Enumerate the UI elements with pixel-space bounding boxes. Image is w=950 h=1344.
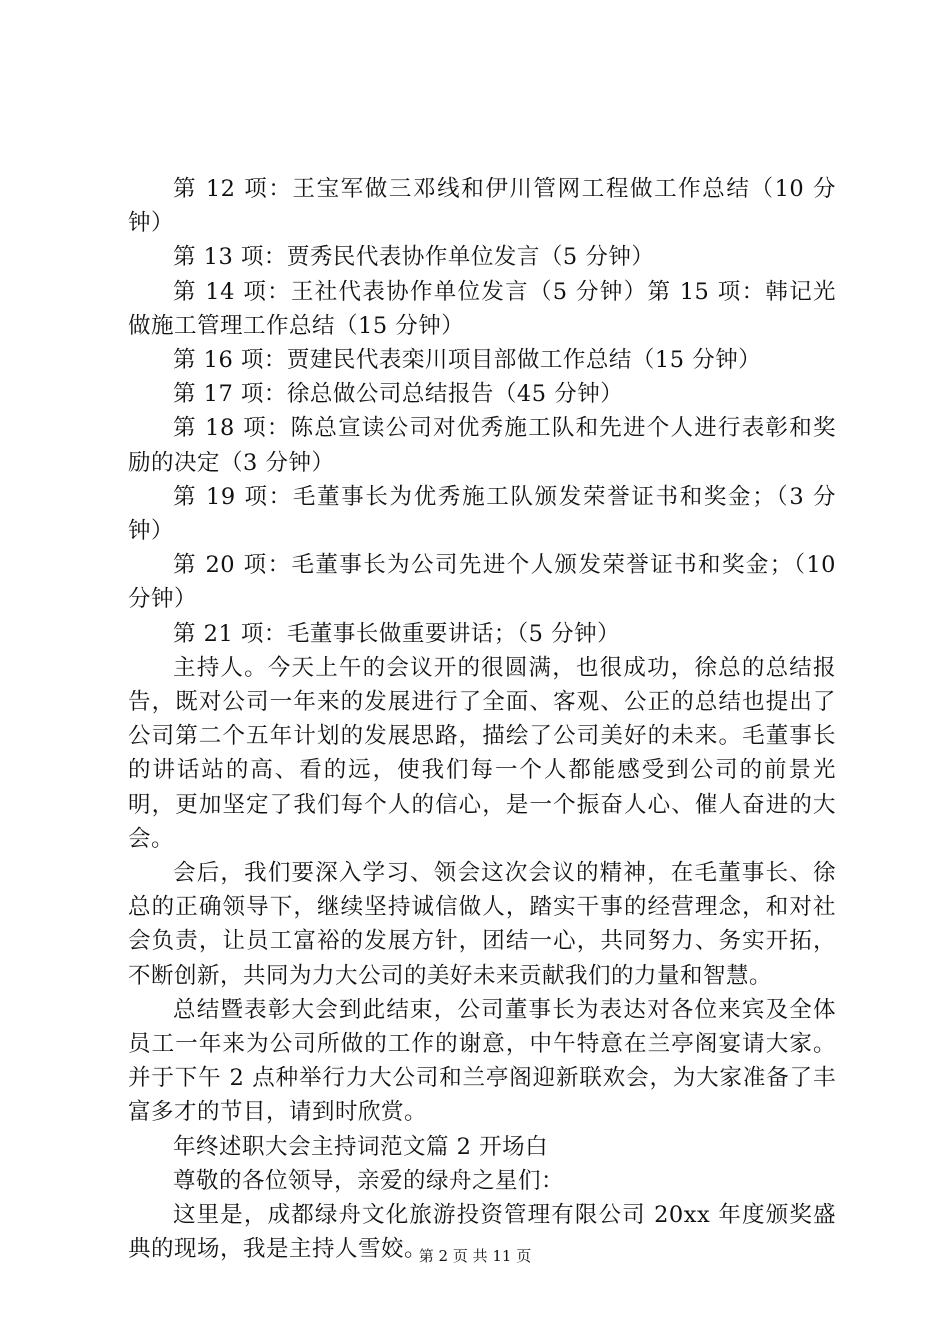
paragraph-item-21: 第 21 项：毛董事长做重要讲话；（5 分钟）	[173, 620, 621, 647]
document-body	[128, 172, 836, 1267]
paragraph-item-19: 第 19 项：毛董事长为优秀施工队颁发荣誉证书和奖金；（3 分钟）	[128, 483, 836, 545]
paragraph-item-20: 第 20 项：毛董事长为公司先进个人颁发荣誉证书和奖金；（10 分钟）	[128, 552, 836, 613]
paragraph-item-18: 第 18 项：陈总宣读公司对优秀施工队和先进个人进行表彰和奖励的决定（3 分钟）	[128, 415, 836, 476]
paragraph-item-14-15: 第 14 项：王社代表协作单位发言（5 分钟）第 15 项：韩记光做施工管理工作总结（15 分钟）	[128, 278, 836, 339]
paragraph-closing: 总结暨表彰大会到此结束，公司董事长为表达对各位来宾及全体员工一年来为公司所做的工作的谢意，中午特意在兰亭阁宴请大家。并于下午 2 点种举行力大公司和兰亭阁迎新联欢会，为大家准备了丰富多才的节目，请到时欣赏。	[128, 996, 836, 1126]
section-heading: 年终述职大会主持词范文篇 2 开场白	[173, 1133, 549, 1160]
paragraph-opening: 这里是，成都绿舟文化旅游投资管理有限公司 20xx 年度颁奖盛典的现场，我是主持人雪姣。	[128, 1202, 836, 1263]
paragraph-item-13: 第 13 项：贾秀民代表协作单位发言（5 分钟）	[173, 244, 655, 271]
page-footer: 第 2 页 共 11 页	[418, 1247, 532, 1265]
paragraph-host-remarks: 主持人。今天上午的会议开的很圆满，也很成功，徐总的总结报告，既对公司一年来的发展进行了全面、客观、公正的总结也提出了公司第二个五年计划的发展思路，描绘了公司美好的未来。毛董事长的讲话站的高、看的远，使我们每一个人都能感受到公司的前景光明，更加坚定了我们每个人的信心，是一个振奋人心、催人奋进的大会。	[128, 654, 836, 852]
paragraph-after-meeting: 会后，我们要深入学习、领会这次会议的精神，在毛董事长、徐总的正确领导下，继续坚持诚信做人，踏实干事的经营理念，和对社会负责，让员工富裕的发展方针，团结一心，共同努力、务实开拓，不断创新，共同为力大公司的美好未来贡献我们的力量和智慧。	[128, 860, 836, 989]
paragraph-item-16: 第 16 项：贾建民代表栾川项目部做工作总结（15 分钟）	[173, 347, 762, 374]
paragraph-greeting: 尊敬的各位领导，亲爱的绿舟之星们：	[173, 1167, 565, 1194]
paragraph-item-17: 第 17 项：徐总做公司总结报告（45 分钟）	[173, 381, 624, 408]
paragraph-item-12: 第 12 项：王宝军做三邓线和伊川管网工程做工作总结（10 分钟）	[128, 176, 836, 237]
